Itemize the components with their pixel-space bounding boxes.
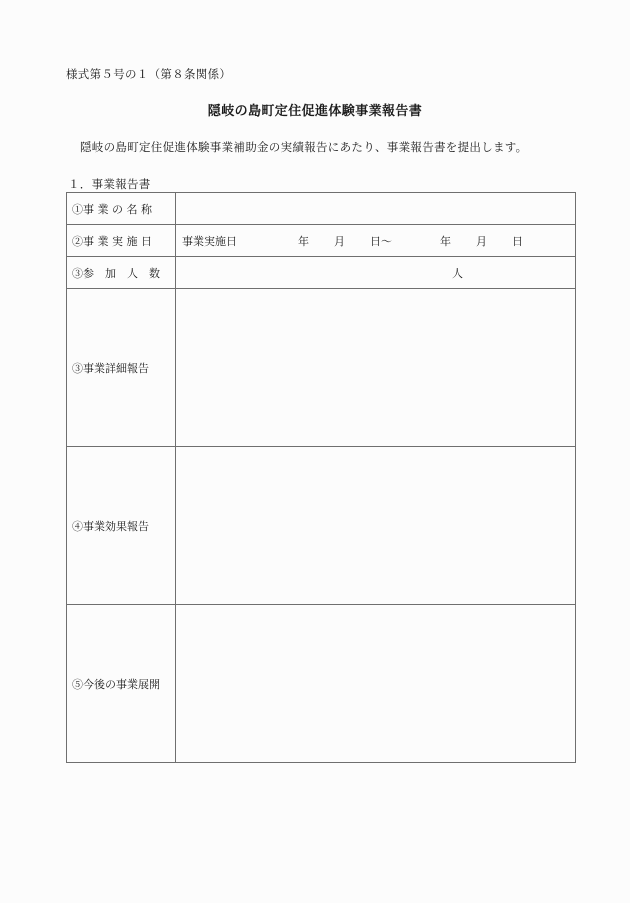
detail-report-label: ③事業詳細報告 — [67, 289, 176, 447]
intro-text: 隠岐の島町定住促進体験事業補助金の実績報告にあたり、事業報告書を提出します。 — [80, 140, 528, 154]
end-day-unit: 日 — [512, 234, 523, 248]
table-row-project-name — [67, 193, 576, 225]
project-name-label: ①事 業 の 名 称 — [67, 193, 176, 225]
start-year-unit: 年 — [298, 234, 309, 248]
future-plans-label: ⑤今後の事業展開 — [67, 605, 176, 763]
table-row-detail-report — [67, 289, 576, 447]
report-table — [66, 192, 576, 763]
end-month-unit: 月 — [476, 234, 487, 248]
table-row-effect-report — [67, 447, 576, 605]
implementation-date-field[interactable] — [176, 225, 576, 257]
section-heading: １．事業報告書 — [68, 177, 151, 191]
table-row-implementation-date — [67, 225, 576, 257]
date-prefix: 事業実施日 — [182, 234, 237, 248]
form-number: 様式第５号の１（第８条関係） — [66, 67, 232, 81]
table-row-future-plans — [67, 605, 576, 763]
participants-field[interactable] — [176, 257, 576, 289]
table-row-participants — [67, 257, 576, 289]
start-month-unit: 月 — [334, 234, 345, 248]
document-title: 隠岐の島町定住促進体験事業報告書 — [207, 104, 423, 119]
persons-unit: 人 — [452, 266, 463, 280]
effect-report-field[interactable] — [176, 447, 576, 605]
implementation-date-label: ②事 業 実 施 日 — [67, 225, 176, 257]
end-year-unit: 年 — [440, 234, 451, 248]
effect-report-label: ④事業効果報告 — [67, 447, 176, 605]
future-plans-field[interactable] — [176, 605, 576, 763]
detail-report-field[interactable] — [176, 289, 576, 447]
project-name-field[interactable] — [176, 193, 576, 225]
participants-label: ③参 加 人 数 — [67, 257, 176, 289]
start-day-unit: 日～ — [370, 234, 392, 248]
